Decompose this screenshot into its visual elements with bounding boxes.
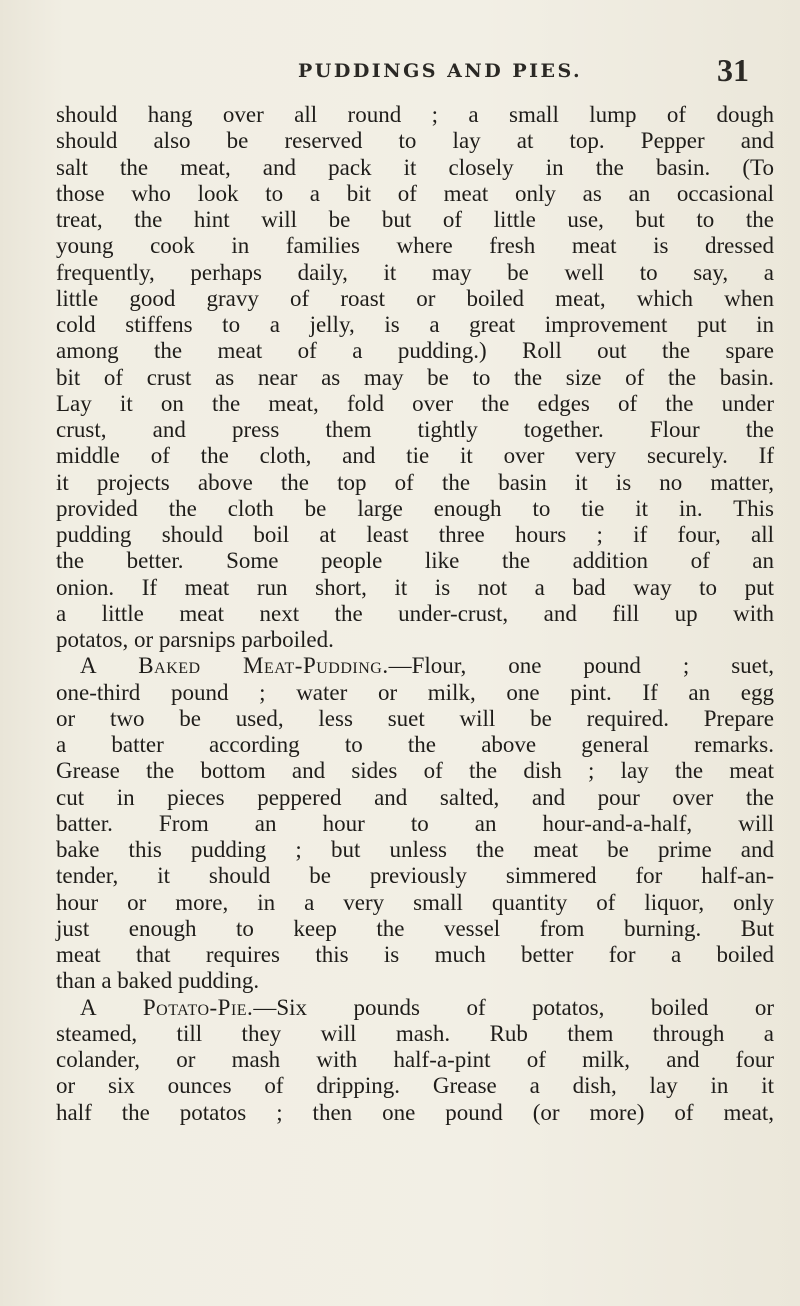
text-line: it projects above the top of the basin it is no matter,	[56, 469, 774, 495]
text-line: just enough to keep the vessel from burning. But	[56, 915, 774, 941]
text-line: onion. If meat run short, it is not a bad way to put	[56, 574, 774, 600]
text-line: pudding should boil at least three hours ; if four, all	[56, 522, 774, 547]
text-line: cut in pieces peppered and salted, and pour over the	[56, 784, 774, 810]
text-line: or six ounces of dripping. Grease a dish, lay in it	[56, 1073, 774, 1099]
body-text	[56, 102, 774, 1126]
text-line: should also be reserved to lay at top. Pepper and	[56, 128, 774, 154]
text-line: the better. Some people like the addition of an	[56, 548, 774, 574]
paragraph-potato-pie	[56, 995, 774, 1126]
recipe-intro: —Flour, one pound ; suet,	[388, 653, 774, 679]
text-line: crust, and press them tightly together. Flour the	[56, 417, 774, 442]
text-line: potatos, or parsnips parboiled.	[56, 627, 334, 652]
text-line: middle of the cloth, and tie it over very securely. If	[56, 443, 774, 469]
text-line: meat that requires this is much better for a boiled	[56, 942, 774, 967]
text-line: one-third pound ; water or milk, one pint. If an egg	[56, 679, 774, 705]
text-line: hour or more, in a very small quantity of liquor, only	[56, 889, 774, 915]
paragraph-meat-pudding-continued	[56, 102, 774, 653]
text-line: Lay it on the meat, fold over the edges of the under	[56, 390, 774, 416]
text-line: tender, it should be previously simmered for half-an-	[56, 863, 774, 889]
text-line: among the meat of a pudding.) Roll out the spare	[56, 338, 774, 364]
text-line: a little meat next the under-crust, and fill up with	[56, 600, 774, 626]
text-line	[56, 653, 774, 679]
text-line	[56, 995, 774, 1021]
text-line: bit of crust as near as may be to the size of the basin.	[56, 364, 774, 390]
text-line: Grease the bottom and sides of the dish ; lay the meat	[56, 758, 774, 784]
text-line: frequently, perhaps daily, it may be well to say, a	[56, 259, 774, 285]
text-line: those who look to a bit of meat only as an occasional	[56, 180, 774, 206]
recipe-title: A Baked Meat-Pudding.	[80, 653, 389, 679]
recipe-title: A Potato-Pie.	[80, 994, 254, 1020]
text-line: half the potatos ; then one pound (or more) of meat,	[56, 1099, 774, 1125]
text-line: salt the meat, and pack it closely in the basin. (To	[56, 154, 774, 180]
text-line: a batter according to the above general remarks.	[56, 732, 774, 757]
paragraph-baked-meat-pudding	[56, 653, 774, 994]
page-number: 31	[717, 52, 749, 88]
text-line: colander, or mash with half-a-pint of milk, and four	[56, 1047, 774, 1072]
text-line: or two be used, less suet will be required. Prepare	[56, 705, 774, 731]
text-line: young cook in families where fresh meat is dressed	[56, 233, 774, 259]
running-head: PUDDINGS AND PIES.	[298, 60, 583, 82]
page-header	[0, 50, 800, 90]
text-line: bake this pudding ; but unless the meat be prime and	[56, 837, 774, 862]
text-line: little good gravy of roast or boiled meat, which when	[56, 285, 774, 311]
text-line: batter. From an hour to an hour-and-a-half, will	[56, 810, 774, 836]
text-line: treat, the hint will be but of little use, but to the	[56, 207, 774, 232]
text-line: should hang over all round ; a small lump of dough	[56, 102, 774, 127]
text-line: steamed, till they will mash. Rub them through a	[56, 1020, 774, 1046]
recipe-intro: —Six pounds of potatos, boiled or	[253, 994, 774, 1020]
text-line: provided the cloth be large enough to tie it in. This	[56, 495, 774, 521]
text-line: cold stiffens to a jelly, is a great improvement put in	[56, 312, 774, 337]
text-line: than a baked pudding.	[56, 968, 260, 994]
